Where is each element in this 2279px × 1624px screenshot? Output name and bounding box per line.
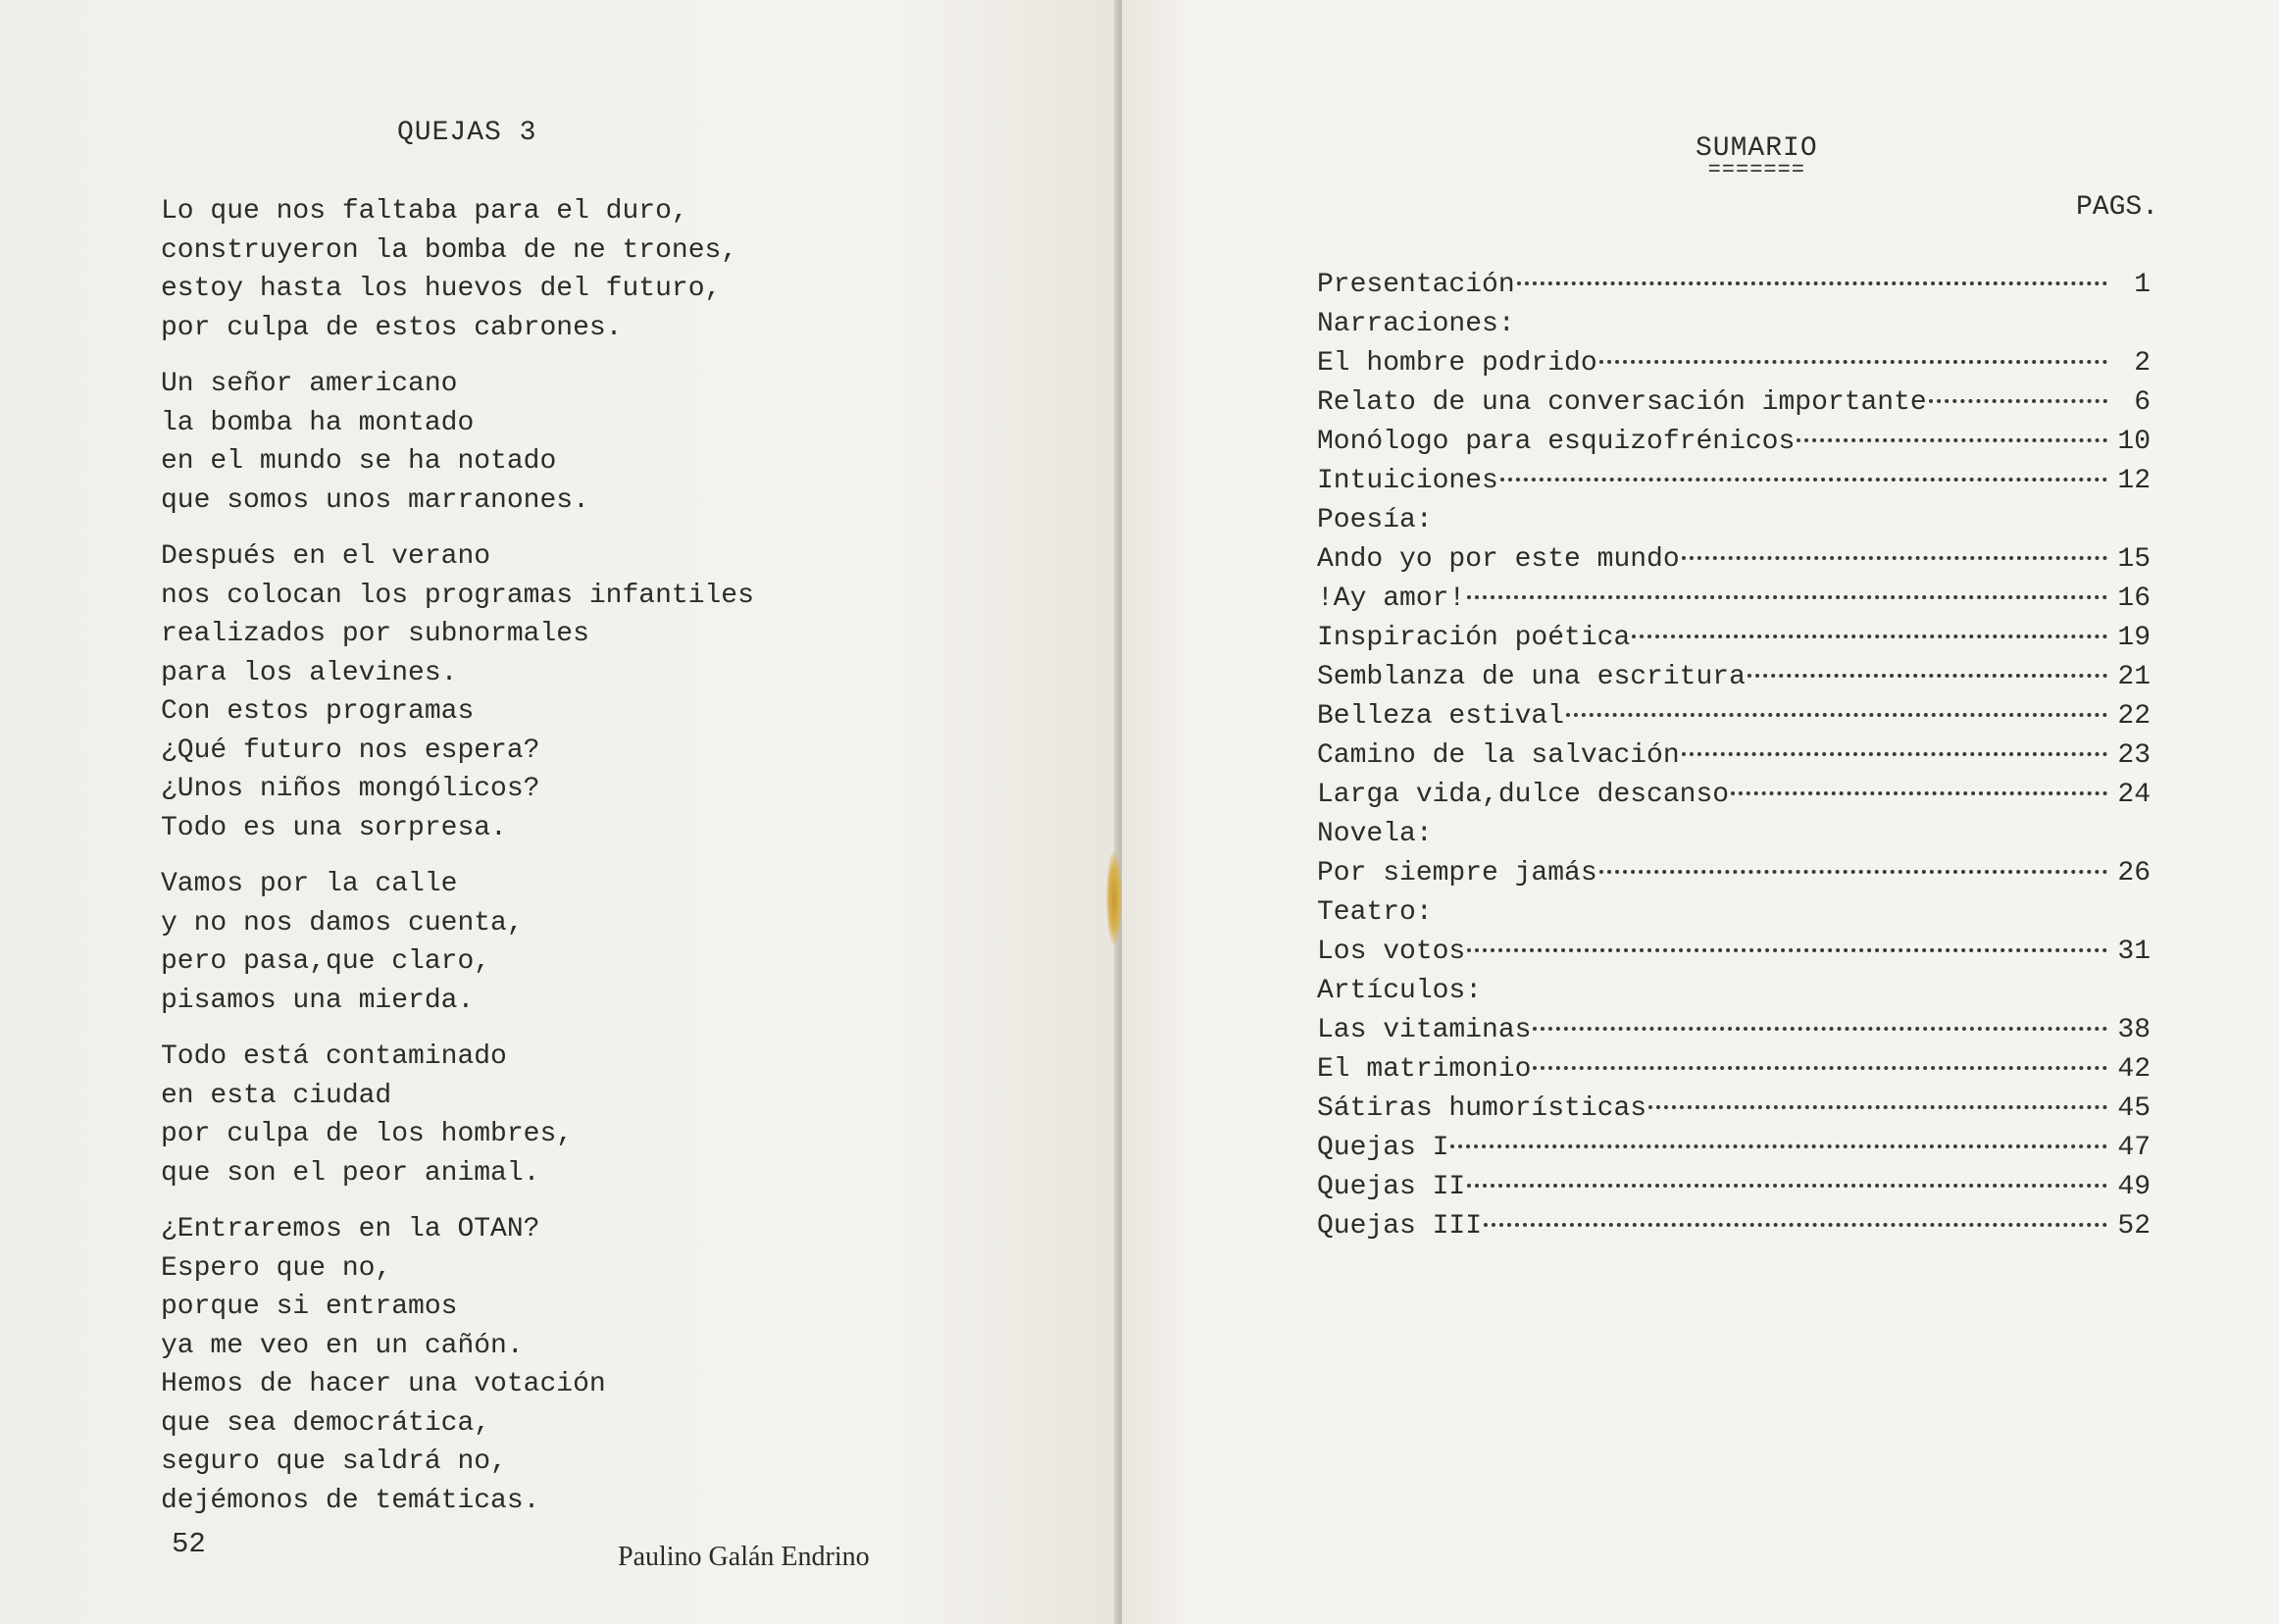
poem-line: que somos unos marranones. <box>161 484 589 516</box>
toc-entry-title: Larga vida,dulce descanso <box>1317 780 1730 810</box>
toc-entry <box>1317 1093 2151 1133</box>
toc-entry-page: 26 <box>2117 858 2151 888</box>
poem-line: para los alevines. <box>161 657 458 688</box>
poem-line: dejémonos de temáticas. <box>161 1485 540 1516</box>
toc-leader-dots <box>1599 360 2107 364</box>
poem-line: en esta ciudad <box>161 1080 392 1111</box>
poem-line: Todo es una sorpresa. <box>161 812 507 843</box>
toc-entry-page: 21 <box>2117 662 2151 692</box>
toc-entry-title: Novela: <box>1317 819 1433 849</box>
poem-line: ¿Unos niños mongólicos? <box>161 774 540 804</box>
toc-entry-title: Narraciones: <box>1317 309 1515 339</box>
toc-entry <box>1317 1172 2151 1211</box>
toc-leader-dots <box>1467 948 2107 952</box>
toc-entry-title: Por siempre jamás <box>1317 858 1597 888</box>
toc-entry-page: 15 <box>2117 544 2151 575</box>
poem-line: por culpa de los hombres, <box>161 1119 574 1149</box>
toc-entry <box>1317 662 2151 701</box>
toc-entry-page: 31 <box>2117 937 2151 967</box>
poem-line: ¿Entraremos en la OTAN? <box>161 1214 540 1244</box>
pages-column-label: PAGS. <box>2076 192 2159 223</box>
toc-entry <box>1317 1211 2151 1250</box>
toc-entry-page: 47 <box>2117 1133 2151 1163</box>
toc-leader-dots <box>1599 870 2107 874</box>
toc-entry-page: 24 <box>2117 780 2151 810</box>
toc-entry-title: Quejas II <box>1317 1172 1466 1202</box>
toc-leader-dots <box>1731 791 2107 795</box>
poem-line: por culpa de estos cabrones. <box>161 312 623 343</box>
toc-entry-title: !Ay amor! <box>1317 584 1466 614</box>
toc-entry-title: Ando yo por este mundo <box>1317 544 1680 575</box>
poem-line: Con estos programas <box>161 696 475 727</box>
poem-stanza <box>161 865 847 1020</box>
glue-stain <box>1106 851 1122 945</box>
toc-entry <box>1317 740 2151 780</box>
toc-leader-dots <box>1450 1144 2107 1148</box>
table-of-contents <box>1317 270 2151 1250</box>
toc-entry-title: Sátiras humorísticas <box>1317 1093 1647 1124</box>
poem-line: la bomba ha montado <box>161 407 475 438</box>
toc-entry <box>1317 780 2151 819</box>
poem-body <box>161 192 847 1538</box>
author-signature: Paulino Galán Endrino <box>618 1542 870 1572</box>
toc-leader-dots <box>1747 674 2107 678</box>
toc-entry-title: Poesía: <box>1317 505 1433 535</box>
toc-entry-title: Los votos <box>1317 937 1466 967</box>
toc-entry-page: 1 <box>2134 270 2151 300</box>
toc-entry-title: El hombre podrido <box>1317 348 1597 379</box>
toc-entry <box>1317 544 2151 584</box>
poem-line: y no nos damos cuenta, <box>161 907 524 939</box>
toc-entry <box>1317 270 2151 309</box>
poem-line: seguro que saldrá no, <box>161 1446 507 1477</box>
toc-entry-page: 23 <box>2117 740 2151 771</box>
toc-entry-page: 19 <box>2117 623 2151 653</box>
poem-stanza <box>161 365 847 520</box>
toc-entry <box>1317 701 2151 740</box>
toc-entry-page: 16 <box>2117 584 2151 614</box>
poem-line: estoy hasta los huevos del futuro, <box>161 274 722 304</box>
poem-line: que sea democrática, <box>161 1407 491 1439</box>
toc-entry-title: Quejas I <box>1317 1133 1449 1163</box>
toc-section-heading <box>1317 897 2151 937</box>
poem-line: construyeron la bomba de ne trones, <box>161 234 738 266</box>
toc-entry-page: 45 <box>2117 1093 2151 1124</box>
poem-line: Vamos por la calle <box>161 869 458 899</box>
toc-entry-title: Intuiciones <box>1317 466 1498 496</box>
toc-entry-title: Presentación <box>1317 270 1515 300</box>
poem-stanza <box>161 1210 847 1520</box>
toc-entry-title: Semblanza de una escritura <box>1317 662 1746 692</box>
toc-entry-page: 49 <box>2117 1172 2151 1202</box>
poem-stanza <box>161 537 847 847</box>
toc-entry-title: Monólogo para esquizofrénicos <box>1317 427 1796 457</box>
toc-entry-title: Teatro: <box>1317 897 1433 928</box>
toc-leader-dots <box>1533 1066 2107 1070</box>
toc-entry <box>1317 387 2151 427</box>
poem-title: QUEJAS 3 <box>397 118 537 148</box>
toc-entry-title: Camino de la salvación <box>1317 740 1680 771</box>
toc-entry-page: 10 <box>2117 427 2151 457</box>
toc-entry <box>1317 937 2151 976</box>
toc-entry-title: Relato de una conversación importante <box>1317 387 1927 418</box>
poem-line: realizados por subnormales <box>161 619 589 649</box>
poem-line: porque si entramos <box>161 1292 458 1322</box>
toc-leader-dots <box>1929 399 2107 403</box>
toc-entry-page: 22 <box>2117 701 2151 732</box>
toc-leader-dots <box>1648 1105 2107 1109</box>
poem-line: Hemos de hacer una votación <box>161 1369 606 1399</box>
toc-leader-dots <box>1484 1223 2107 1227</box>
toc-leader-dots <box>1632 634 2107 638</box>
toc-leader-dots <box>1682 752 2107 756</box>
toc-entry-page: 2 <box>2134 348 2151 379</box>
page-number: 52 <box>172 1528 206 1560</box>
poem-line: Todo está contaminado <box>161 1041 507 1072</box>
left-page <box>0 0 1119 1624</box>
toc-entry-page: 38 <box>2117 1015 2151 1045</box>
toc-entry <box>1317 1054 2151 1093</box>
toc-entry <box>1317 1133 2151 1172</box>
poem-line: ya me veo en un cañón. <box>161 1330 524 1361</box>
toc-section-heading <box>1317 505 2151 544</box>
toc-entry <box>1317 348 2151 387</box>
toc-entry <box>1317 1015 2151 1054</box>
toc-entry-page: 52 <box>2117 1211 2151 1242</box>
poem-line: nos colocan los programas infantiles <box>161 580 754 611</box>
toc-leader-dots <box>1797 438 2107 442</box>
summary-title-underline: ======= <box>1707 158 1806 182</box>
toc-entry <box>1317 858 2151 897</box>
toc-leader-dots <box>1517 281 2107 285</box>
toc-entry-title: Inspiración poética <box>1317 623 1631 653</box>
poem-line: Después en el verano <box>161 541 491 572</box>
poem-line: en el mundo se ha notado <box>161 446 557 477</box>
toc-entry <box>1317 427 2151 466</box>
toc-entry-title: Las vitaminas <box>1317 1015 1532 1045</box>
toc-entry-title: Belleza estival <box>1317 701 1565 732</box>
toc-section-heading <box>1317 976 2151 1015</box>
summary-title <box>1696 133 1818 182</box>
poem-line: Lo que nos faltaba para el duro, <box>161 196 688 227</box>
poem-line: Espero que no, <box>161 1252 392 1284</box>
toc-entry-title: Quejas III <box>1317 1211 1483 1242</box>
poem-stanza <box>161 192 847 347</box>
poem-line: pisamos una mierda. <box>161 985 475 1016</box>
poem-stanza <box>161 1038 847 1193</box>
poem-line: ¿Qué futuro nos espera? <box>161 735 540 766</box>
poem-line: Un señor americano <box>161 369 458 399</box>
toc-leader-dots <box>1566 713 2107 717</box>
toc-entry-page: 6 <box>2134 387 2151 418</box>
toc-entry-page: 12 <box>2117 466 2151 496</box>
toc-section-heading <box>1317 819 2151 858</box>
poem-line: que son el peor animal. <box>161 1157 540 1189</box>
summary-title-text: SUMARIO <box>1696 133 1818 164</box>
toc-entry <box>1317 584 2151 623</box>
poem-line: pero pasa,que claro, <box>161 946 491 977</box>
toc-leader-dots <box>1467 1184 2107 1188</box>
toc-entry-title: Artículos: <box>1317 976 1483 1006</box>
toc-leader-dots <box>1682 556 2107 560</box>
toc-leader-dots <box>1467 595 2107 599</box>
toc-entry <box>1317 623 2151 662</box>
toc-entry <box>1317 466 2151 505</box>
toc-entry-page: 42 <box>2117 1054 2151 1085</box>
toc-section-heading <box>1317 309 2151 348</box>
toc-leader-dots <box>1533 1027 2107 1031</box>
toc-entry-title: El matrimonio <box>1317 1054 1532 1085</box>
toc-leader-dots <box>1500 478 2107 482</box>
